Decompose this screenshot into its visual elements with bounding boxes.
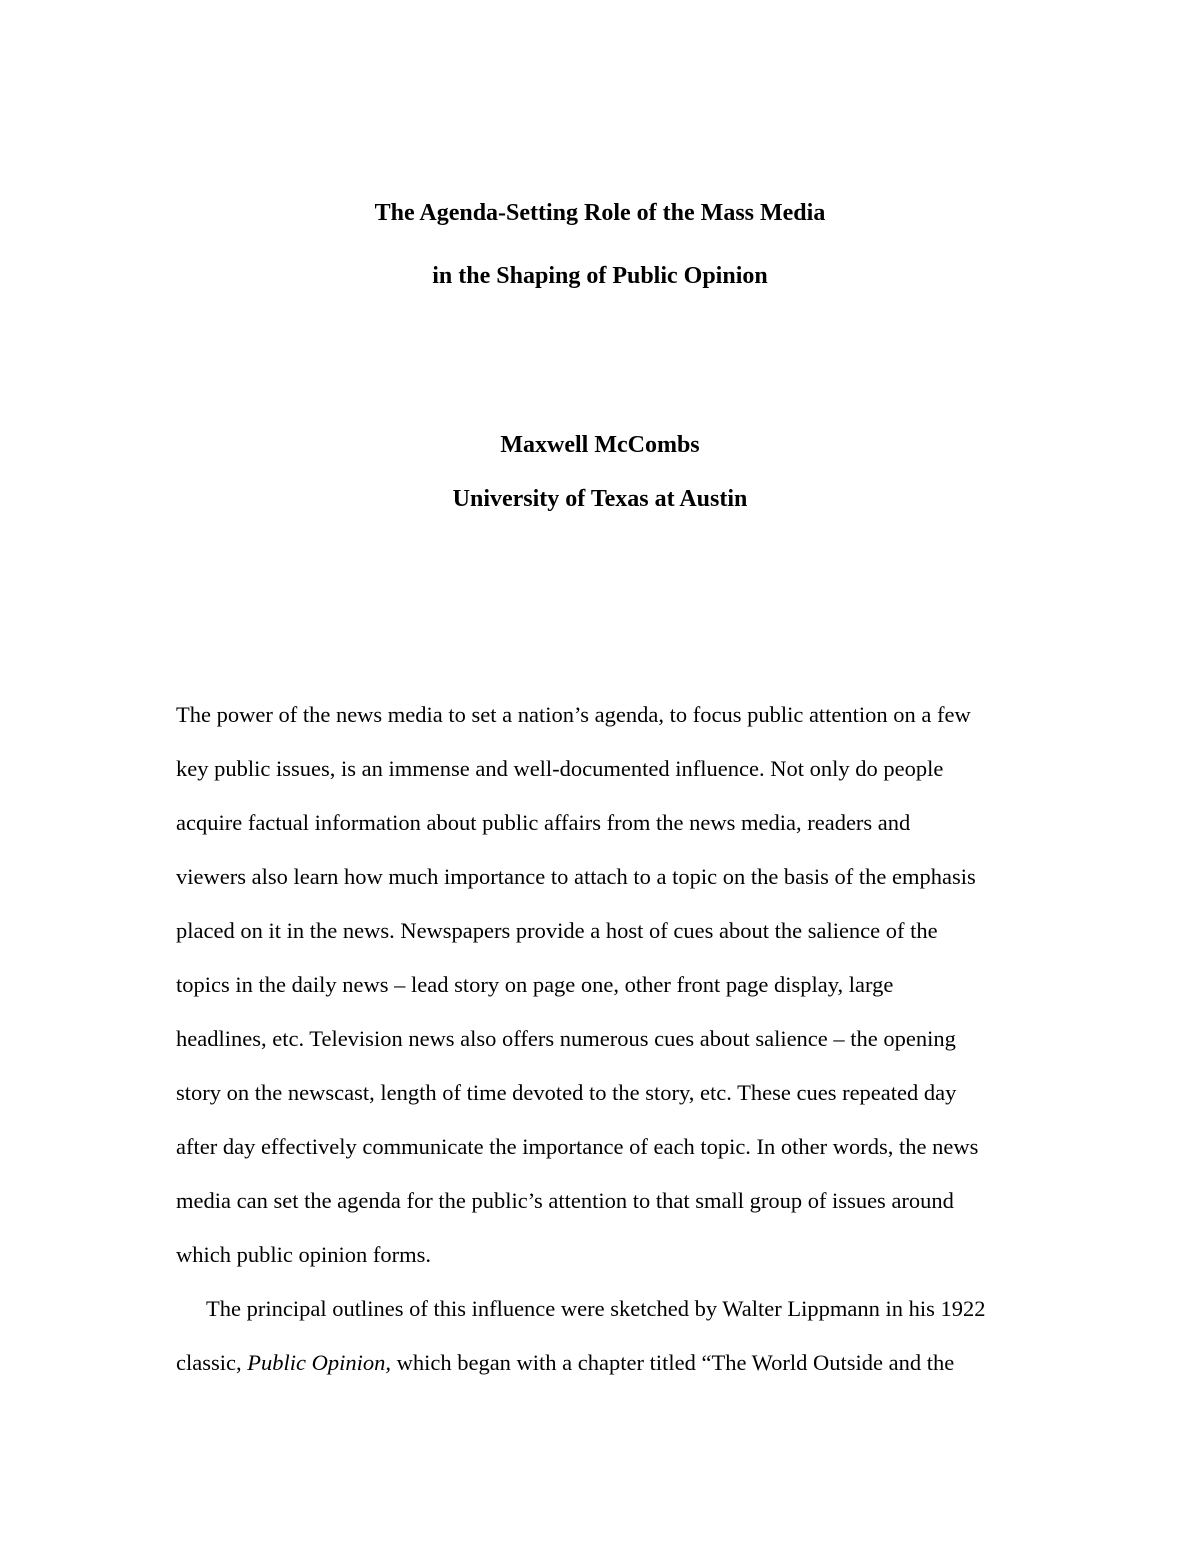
body-line: media can set the agenda for the public’s attention to that small group of issues around [176,1188,954,1213]
paper-title-line-2: in the Shaping of Public Opinion [432,263,768,289]
body-line: viewers also learn how much importance to attach to a topic on the basis of the emphasis [176,864,976,889]
body-line: placed on it in the news. Newspapers provide a host of cues about the salience of the [176,918,938,943]
body-line: topics in the daily news – lead story on page one, other front page display, large [176,972,894,997]
body-text: classic, [176,1350,248,1375]
body-line: which public opinion forms. [176,1242,431,1267]
book-title-italic: Public Opinion, [247,1350,391,1375]
body-line: after day effectively communicate the importance of each topic. In other words, the news [176,1134,979,1159]
body-line: headlines, etc. Television news also offers numerous cues about salience – the opening [176,1026,956,1051]
author-name: Maxwell McCombs [500,432,700,458]
body-line: acquire factual information about public affairs from the news media, readers and [176,810,911,835]
body-line: The power of the news media to set a nation’s agenda, to focus public attention on a few [176,702,971,727]
author-affiliation: University of Texas at Austin [452,486,748,512]
body-line: story on the newscast, length of time devoted to the story, etc. These cues repeated day [176,1080,957,1105]
body-line: The principal outlines of this influence were sketched by Walter Lippmann in his 1922 [206,1296,986,1321]
body-line: key public issues, is an immense and well-documented influence. Not only do people [176,756,944,781]
body-text: which began with a chapter titled “The World Outside and the [390,1350,955,1375]
paper-title-line-1: The Agenda-Setting Role of the Mass Media [374,200,826,226]
body-line [176,1348,954,1378]
